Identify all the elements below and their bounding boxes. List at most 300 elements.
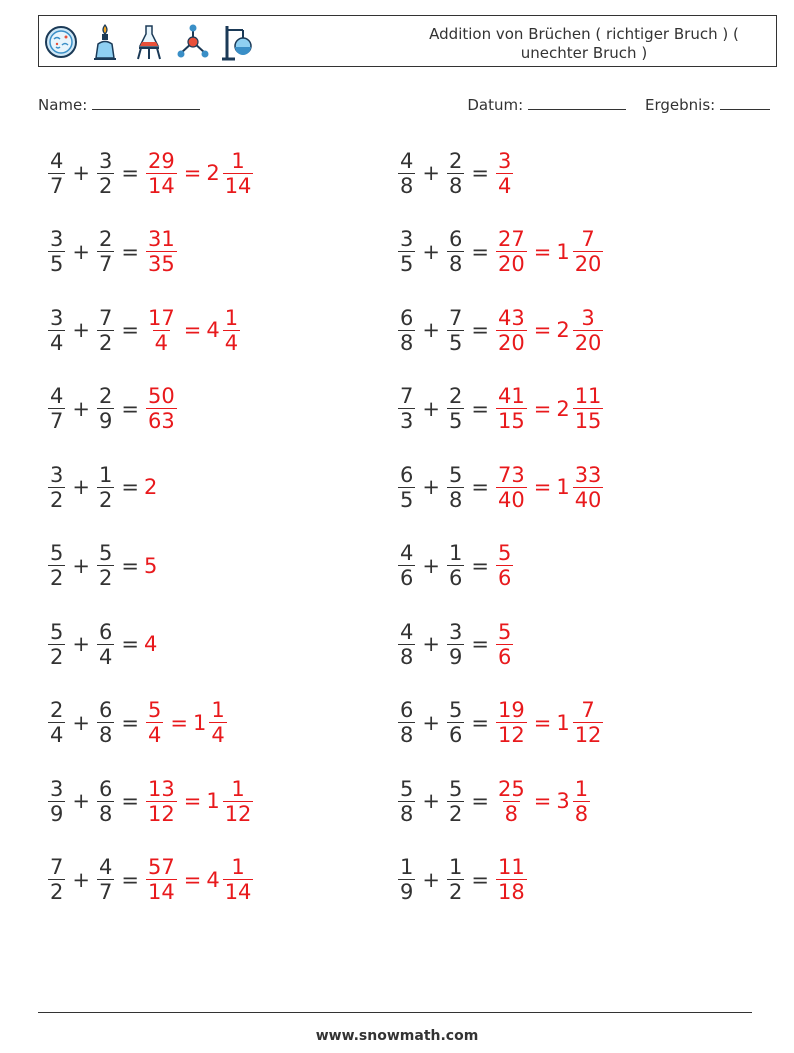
denominator: 9 <box>98 409 113 433</box>
denominator: 5 <box>448 330 463 355</box>
denominator: 12 <box>224 801 252 826</box>
fraction <box>146 227 177 276</box>
numerator: 13 <box>147 776 175 801</box>
denominator: 8 <box>98 723 113 747</box>
equals-sign: = <box>533 239 552 264</box>
plus-sign: + <box>72 396 90 421</box>
name-blank[interactable] <box>92 95 200 110</box>
fraction <box>97 541 114 590</box>
plus-sign: + <box>422 239 440 264</box>
numerator: 4 <box>400 148 414 173</box>
equals-sign: = <box>183 867 202 892</box>
plus-sign: + <box>72 632 90 656</box>
fraction <box>146 384 177 433</box>
fraction <box>496 777 527 826</box>
plus-sign: + <box>72 867 90 892</box>
numerator: 7 <box>581 227 595 251</box>
equals-sign: = <box>471 239 489 264</box>
denominator: 4 <box>50 330 64 355</box>
denominator: 6 <box>448 723 463 747</box>
plus-sign: + <box>72 318 90 342</box>
denominator: 8 <box>400 644 414 669</box>
fraction <box>97 698 114 747</box>
numerator: 2 <box>98 227 113 251</box>
problem-item <box>396 379 605 439</box>
denominator: 8 <box>448 173 463 198</box>
mixed-fraction <box>223 149 254 198</box>
fraction <box>398 777 415 826</box>
denominator: 14 <box>224 880 252 904</box>
mixed-fraction <box>573 384 604 433</box>
numerator: 6 <box>98 776 113 801</box>
equals-sign: = <box>121 396 139 421</box>
denominator: 4 <box>147 723 162 747</box>
numerator: 7 <box>98 305 113 330</box>
result-blank[interactable] <box>720 95 770 110</box>
numerator: 5 <box>448 698 463 722</box>
plus-sign: + <box>422 710 440 735</box>
denominator: 4 <box>224 330 239 355</box>
fraction <box>496 620 513 669</box>
numerator: 1 <box>448 855 463 879</box>
fraction <box>48 384 65 433</box>
numerator: 1 <box>231 855 245 879</box>
mixed-whole: 2 <box>556 396 570 421</box>
denominator: 18 <box>497 880 525 904</box>
plus-sign: + <box>72 475 90 499</box>
equals-sign: = <box>170 710 188 735</box>
mixed-whole: 4 <box>206 867 220 892</box>
mixed-fraction <box>573 698 604 747</box>
fraction <box>447 306 464 355</box>
denominator: 9 <box>50 801 64 826</box>
fraction <box>48 227 65 276</box>
mixed-fraction <box>223 777 254 826</box>
denominator: 2 <box>50 644 64 669</box>
denominator: 7 <box>98 880 113 904</box>
numerator: 1 <box>231 776 245 801</box>
numerator: 3 <box>50 776 64 801</box>
numerator: 2 <box>50 698 64 722</box>
answer-whole: 5 <box>143 553 158 578</box>
problem-item <box>396 771 592 831</box>
fraction <box>146 777 177 826</box>
mixed-fraction <box>573 306 604 355</box>
numerator: 5 <box>50 619 64 644</box>
numerator: 43 <box>497 305 525 330</box>
mixed-whole: 2 <box>206 161 220 185</box>
problem-item <box>46 693 229 753</box>
equals-sign: = <box>121 632 139 656</box>
denominator: 8 <box>574 801 589 826</box>
denominator: 8 <box>504 801 519 826</box>
equals-sign: = <box>471 396 489 421</box>
date-label: Datum: <box>467 96 524 114</box>
equals-sign: = <box>533 475 552 499</box>
denominator: 2 <box>50 566 64 590</box>
equals-sign: = <box>471 710 489 735</box>
name-field[interactable] <box>38 95 200 114</box>
equals-sign: = <box>471 318 489 342</box>
mixed-whole: 3 <box>556 789 570 813</box>
denominator: 4 <box>154 330 169 355</box>
retort-stand-icon <box>219 22 255 62</box>
fraction <box>447 777 464 826</box>
problem-item <box>396 457 605 517</box>
problem-item <box>46 379 179 439</box>
fraction <box>447 620 464 669</box>
numerator: 5 <box>448 776 463 801</box>
fraction <box>398 463 415 512</box>
plus-sign: + <box>422 475 440 499</box>
denominator: 2 <box>448 801 463 826</box>
equals-sign: = <box>121 867 139 892</box>
denominator: 14 <box>224 173 252 198</box>
fraction <box>447 384 464 433</box>
denominator: 2 <box>98 487 113 512</box>
fraction <box>48 541 65 590</box>
fraction <box>146 306 177 355</box>
denominator: 9 <box>400 880 414 904</box>
equals-sign: = <box>533 396 552 421</box>
petri-dish-icon <box>43 22 79 62</box>
fraction <box>97 463 114 512</box>
problem-item <box>396 850 529 910</box>
plus-sign: + <box>72 789 90 813</box>
denominator: 12 <box>497 723 525 747</box>
numerator: 41 <box>497 384 525 408</box>
numerator: 5 <box>50 541 64 565</box>
problem-item <box>396 222 605 282</box>
numerator: 2 <box>98 384 113 408</box>
denominator: 20 <box>574 330 602 355</box>
numerator: 3 <box>448 619 463 644</box>
fraction <box>447 855 464 904</box>
fraction <box>146 855 177 904</box>
numerator: 4 <box>400 619 414 644</box>
equals-sign: = <box>121 553 139 578</box>
mixed-whole: 1 <box>192 710 207 735</box>
worksheet-title: Addition von Brüchen ( richtiger Bruch ) ( unechter Bruch ) <box>429 25 739 62</box>
equals-sign: = <box>471 553 489 578</box>
denominator: 4 <box>50 723 64 747</box>
plus-sign: + <box>72 239 90 264</box>
denominator: 15 <box>497 409 525 433</box>
numerator: 4 <box>50 384 64 408</box>
equals-sign: = <box>121 318 139 342</box>
problem-item <box>396 536 515 596</box>
denominator: 4 <box>98 644 113 669</box>
plus-sign: + <box>72 710 90 735</box>
problem-item <box>46 614 157 674</box>
fraction <box>48 149 65 198</box>
denominator: 7 <box>50 173 64 198</box>
bunsen-burner-icon <box>87 22 123 62</box>
equals-sign: = <box>121 789 139 813</box>
fraction <box>48 777 65 826</box>
numerator: 3 <box>50 227 64 251</box>
numerator: 5 <box>98 541 113 565</box>
denominator: 20 <box>497 252 525 276</box>
denominator: 7 <box>98 252 113 276</box>
problem-item <box>46 143 255 203</box>
problem-item <box>46 300 242 360</box>
fraction <box>48 855 65 904</box>
equals-sign: = <box>533 318 552 342</box>
denominator: 8 <box>400 801 414 826</box>
numerator: 3 <box>497 148 512 173</box>
mixed-whole: 1 <box>556 239 570 264</box>
numerator: 5 <box>400 776 414 801</box>
numerator: 11 <box>497 855 525 879</box>
numerator: 6 <box>98 698 113 722</box>
numerator: 1 <box>400 855 414 879</box>
numerator: 1 <box>211 698 225 722</box>
footer-url: www.snowmath.com <box>315 1028 479 1044</box>
answer-whole: 2 <box>143 475 158 499</box>
equals-sign: = <box>471 632 489 656</box>
numerator: 5 <box>497 619 512 644</box>
denominator: 2 <box>448 880 463 904</box>
equals-sign: = <box>471 475 489 499</box>
name-label: Name: <box>38 96 88 114</box>
numerator: 3 <box>98 148 113 173</box>
numerator: 50 <box>147 384 175 408</box>
numerator: 6 <box>400 305 414 330</box>
fraction <box>97 384 114 433</box>
denominator: 15 <box>574 409 602 433</box>
fraction <box>48 306 65 355</box>
answer-whole: 4 <box>143 632 158 656</box>
denominator: 6 <box>497 566 512 590</box>
plus-sign: + <box>422 632 440 656</box>
numerator: 7 <box>50 855 64 879</box>
mixed-fraction <box>573 777 590 826</box>
numerator: 1 <box>574 776 589 801</box>
numerator: 25 <box>497 776 525 801</box>
equals-sign: = <box>121 239 139 264</box>
equals-sign: = <box>121 475 139 499</box>
mixed-whole: 2 <box>556 318 570 342</box>
fraction <box>97 149 114 198</box>
denominator: 6 <box>497 644 512 669</box>
equals-sign: = <box>533 789 552 813</box>
denominator: 14 <box>147 173 175 198</box>
numerator: 57 <box>147 855 175 879</box>
equals-sign: = <box>121 710 139 735</box>
denominator: 7 <box>50 409 64 433</box>
equals-sign: = <box>533 710 552 735</box>
denominator: 2 <box>98 566 113 590</box>
numerator: 6 <box>400 698 414 722</box>
equals-sign: = <box>121 161 139 185</box>
numerator: 4 <box>400 541 414 565</box>
denominator: 5 <box>448 409 463 433</box>
numerator: 17 <box>147 305 175 330</box>
numerator: 29 <box>147 148 175 173</box>
denominator: 6 <box>448 566 463 590</box>
numerator: 5 <box>497 541 512 565</box>
mixed-fraction <box>223 855 254 904</box>
denominator: 40 <box>574 487 602 512</box>
denominator: 20 <box>497 330 525 355</box>
plus-sign: + <box>72 553 90 578</box>
flask-stand-icon <box>131 22 167 62</box>
fraction <box>496 306 527 355</box>
mixed-fraction <box>209 698 226 747</box>
numerator: 5 <box>147 698 162 722</box>
numerator: 11 <box>574 384 602 408</box>
numerator: 7 <box>448 305 463 330</box>
denominator: 8 <box>400 173 414 198</box>
denominator: 12 <box>147 801 175 826</box>
denominator: 14 <box>147 880 175 904</box>
numerator: 7 <box>400 384 414 408</box>
denominator: 8 <box>400 330 414 355</box>
plus-sign: + <box>72 161 90 185</box>
equals-sign: = <box>183 318 202 342</box>
fraction <box>496 541 513 590</box>
denominator: 5 <box>400 252 414 276</box>
fraction <box>398 384 415 433</box>
fraction <box>398 149 415 198</box>
problem-item <box>46 536 157 596</box>
numerator: 27 <box>497 227 525 251</box>
fraction <box>398 306 415 355</box>
worksheet-header <box>38 15 777 67</box>
numerator: 1 <box>231 148 245 173</box>
plus-sign: + <box>422 553 440 578</box>
numerator: 3 <box>400 227 414 251</box>
denominator: 3 <box>400 409 414 433</box>
fraction <box>398 855 415 904</box>
fraction <box>447 541 464 590</box>
problem-item <box>396 614 515 674</box>
equals-sign: = <box>471 161 489 185</box>
numerator: 19 <box>497 698 525 722</box>
equals-sign: = <box>471 867 489 892</box>
problem-item <box>46 222 179 282</box>
fraction <box>496 149 513 198</box>
mixed-fraction <box>223 306 240 355</box>
numerator: 2 <box>448 384 463 408</box>
numerator: 6 <box>400 462 414 487</box>
denominator: 8 <box>448 252 463 276</box>
fraction <box>48 620 65 669</box>
numerator: 3 <box>50 462 64 487</box>
numerator: 2 <box>448 148 463 173</box>
problem-item <box>46 457 157 517</box>
denominator: 5 <box>50 252 64 276</box>
fraction <box>496 384 527 433</box>
mixed-fraction <box>573 463 604 512</box>
date-result-fields <box>467 95 770 114</box>
denominator: 9 <box>448 644 463 669</box>
denominator: 40 <box>497 487 525 512</box>
plus-sign: + <box>422 789 440 813</box>
numerator: 6 <box>448 227 463 251</box>
equals-sign: = <box>183 789 202 813</box>
fraction <box>447 463 464 512</box>
denominator: 8 <box>448 487 463 512</box>
numerator: 1 <box>224 305 239 330</box>
fraction <box>496 227 527 276</box>
equals-sign: = <box>183 161 202 185</box>
fraction <box>496 463 527 512</box>
denominator: 5 <box>400 487 414 512</box>
problem-item <box>396 693 605 753</box>
denominator: 20 <box>574 252 602 276</box>
mixed-fraction <box>573 227 604 276</box>
problem-item <box>46 771 255 831</box>
numerator: 6 <box>98 619 113 644</box>
fraction <box>447 149 464 198</box>
molecule-icon <box>175 22 211 62</box>
fraction <box>146 698 163 747</box>
mixed-whole: 4 <box>206 318 220 342</box>
numerator: 3 <box>581 305 595 330</box>
equals-sign: = <box>471 789 489 813</box>
numerator: 7 <box>581 698 595 722</box>
denominator: 8 <box>98 801 113 826</box>
denominator: 2 <box>50 487 64 512</box>
fraction <box>48 698 65 747</box>
plus-sign: + <box>422 318 440 342</box>
denominator: 6 <box>400 566 414 590</box>
fraction <box>97 777 114 826</box>
numerator: 5 <box>448 462 463 487</box>
footer-divider <box>38 1012 752 1013</box>
denominator: 2 <box>50 880 64 904</box>
denominator: 8 <box>400 723 414 747</box>
fraction <box>97 306 114 355</box>
fraction <box>398 620 415 669</box>
numerator: 1 <box>98 462 113 487</box>
denominator: 4 <box>211 723 225 747</box>
mixed-whole: 1 <box>556 710 570 735</box>
denominator: 2 <box>98 173 113 198</box>
fraction <box>146 149 177 198</box>
fraction <box>398 227 415 276</box>
mixed-whole: 1 <box>206 789 220 813</box>
plus-sign: + <box>422 867 440 892</box>
denominator: 12 <box>574 723 602 747</box>
fraction <box>496 855 527 904</box>
plus-sign: + <box>422 161 440 185</box>
numerator: 73 <box>497 462 525 487</box>
numerator: 3 <box>50 305 64 330</box>
numerator: 31 <box>147 227 175 251</box>
denominator: 2 <box>98 330 113 355</box>
fraction <box>48 463 65 512</box>
icon-row <box>43 20 255 64</box>
fraction <box>398 698 415 747</box>
problem-item <box>396 300 605 360</box>
fraction <box>97 227 114 276</box>
date-blank[interactable] <box>528 95 626 110</box>
fraction <box>398 541 415 590</box>
denominator: 4 <box>497 173 512 198</box>
result-label: Ergebnis: <box>645 96 716 114</box>
mixed-whole: 1 <box>556 475 570 499</box>
fraction <box>447 227 464 276</box>
denominator: 35 <box>147 252 175 276</box>
problem-item <box>396 143 515 203</box>
problem-item <box>46 850 255 910</box>
fraction <box>97 855 114 904</box>
numerator: 4 <box>50 148 64 173</box>
fraction <box>496 698 527 747</box>
